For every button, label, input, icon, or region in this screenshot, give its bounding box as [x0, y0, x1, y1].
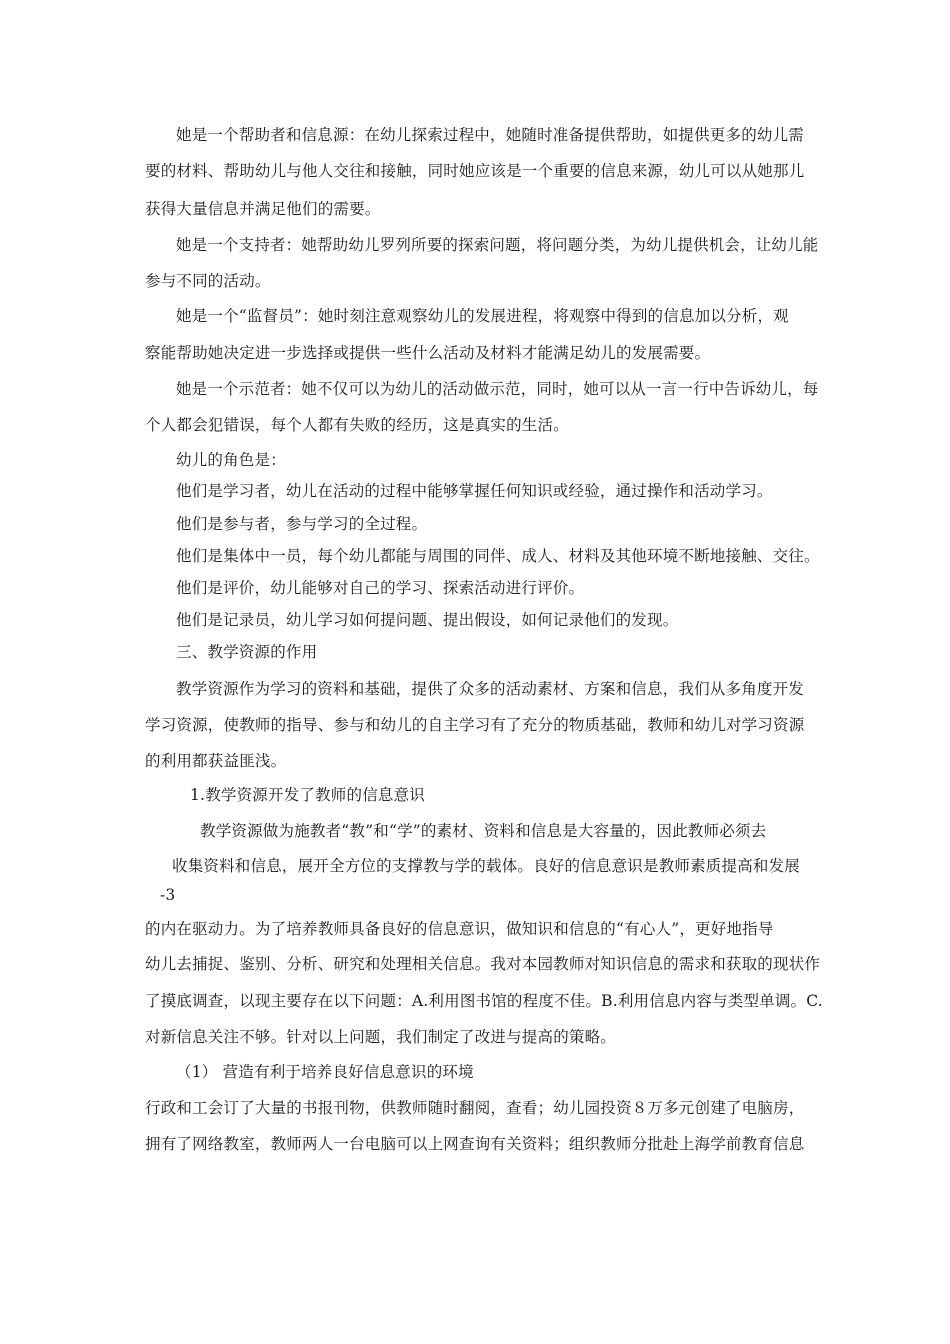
paragraph-line: 幼儿的角色是：: [176, 451, 286, 469]
paragraph-line: 的利用都获益匪浅。: [145, 752, 287, 770]
paragraph-line: 的内在驱动力。为了培养教师具备良好的信息意识，做知识和信息的“有心人”，更好地指导: [145, 920, 774, 938]
paragraph-line: 要的材料、帮助幼儿与他人交往和接触，同时她应该是一个重要的信息来源，幼儿可以从她那儿: [145, 162, 805, 180]
paragraph-line: 收集资料和信息，展开全方位的支撑教与学的载体。良好的信息意识是教师素质提高和发展: [172, 857, 801, 875]
paragraph-line: 了摸底调查，以现主要存在以下问题：A.利用图书馆的程度不佳。B.利用信息内容与类型单调。C.: [145, 992, 823, 1010]
paragraph-line: 拥有了网络教室，教师两人一台电脑可以上网查询有关资料；组织教师分批赴上海学前教育信息: [145, 1135, 805, 1153]
section-heading: 三、教学资源的作用: [176, 643, 318, 661]
paragraph-line: 教学资源做为施教者“教”和“学”的素材、资料和信息是大容量的，因此教师必须去: [200, 822, 767, 840]
subsection-heading: 1.教学资源开发了教师的信息意识: [190, 786, 425, 804]
paragraph-line: 她是一个示范者：她不仅可以为幼儿的活动做示范，同时，她可以从一言一行中告诉幼儿，每: [176, 380, 819, 398]
paragraph-line: 个人都会犯错误，每个人都有失败的经历，这是真实的生活。: [145, 416, 569, 434]
paragraph-line: 她是一个支持者：她帮助幼儿罗列所要的探索问题，将问题分类，为幼儿提供机会，让幼儿能: [176, 236, 819, 254]
paragraph-line: 获得大量信息并满足他们的需要。: [145, 200, 381, 218]
paragraph-line: 他们是评价，幼儿能够对自己的学习、探索活动进行评价。: [176, 579, 585, 597]
paragraph-line: 他们是记录员，幼儿学习如何提问题、提出假设，如何记录他们的发现。: [176, 611, 679, 629]
paragraph-line: 教学资源作为学习的资料和基础，提供了众多的活动素材、方案和信息，我们从多角度开发: [176, 680, 805, 698]
paragraph-line: 他们是参与者，参与学习的全过程。: [176, 515, 428, 533]
paragraph-line: 行政和工会订了大量的书报刊物，供教师随时翻阅，查看；幼儿园投资８万多元创建了电脑房，: [145, 1099, 805, 1117]
paragraph-line: 他们是集体中一员，每个幼儿都能与周围的同伴、成人、材料及其他环境不断地接触、交往。: [176, 547, 820, 565]
paragraph-line: 幼儿去捕捉、鉴别、分析、研究和处理相关信息。我对本园教师对知识信息的需求和获取的现状作: [145, 955, 821, 973]
paragraph-line: 他们是学习者，幼儿在活动的过程中能够掌握任何知识或经验，通过操作和活动学习。: [176, 482, 773, 500]
subsection-heading: （1） 营造有利于培养良好信息意识的环境: [176, 1063, 474, 1081]
page-number: -3: [160, 886, 176, 904]
paragraph-line: 学习资源，使教师的指导、参与和幼儿的自主学习有了充分的物质基础，教师和幼儿对学习资源: [145, 716, 805, 734]
paragraph-line: 她是一个帮助者和信息源：在幼儿探索过程中，她随时准备提供帮助，如提供更多的幼儿需: [176, 126, 805, 144]
paragraph-line: 察能帮助她决定进一步选择或提供一些什么活动及材料才能满足幼儿的发展需要。: [145, 344, 711, 362]
paragraph-line: 她是一个“监督员”：她时刻注意观察幼儿的发展进程，将观察中得到的信息加以分析，观: [176, 307, 789, 325]
paragraph-line: 对新信息关注不够。针对以上问题，我们制定了改进与提高的策略。: [145, 1028, 617, 1046]
paragraph-line: 参与不同的活动。: [145, 272, 271, 290]
